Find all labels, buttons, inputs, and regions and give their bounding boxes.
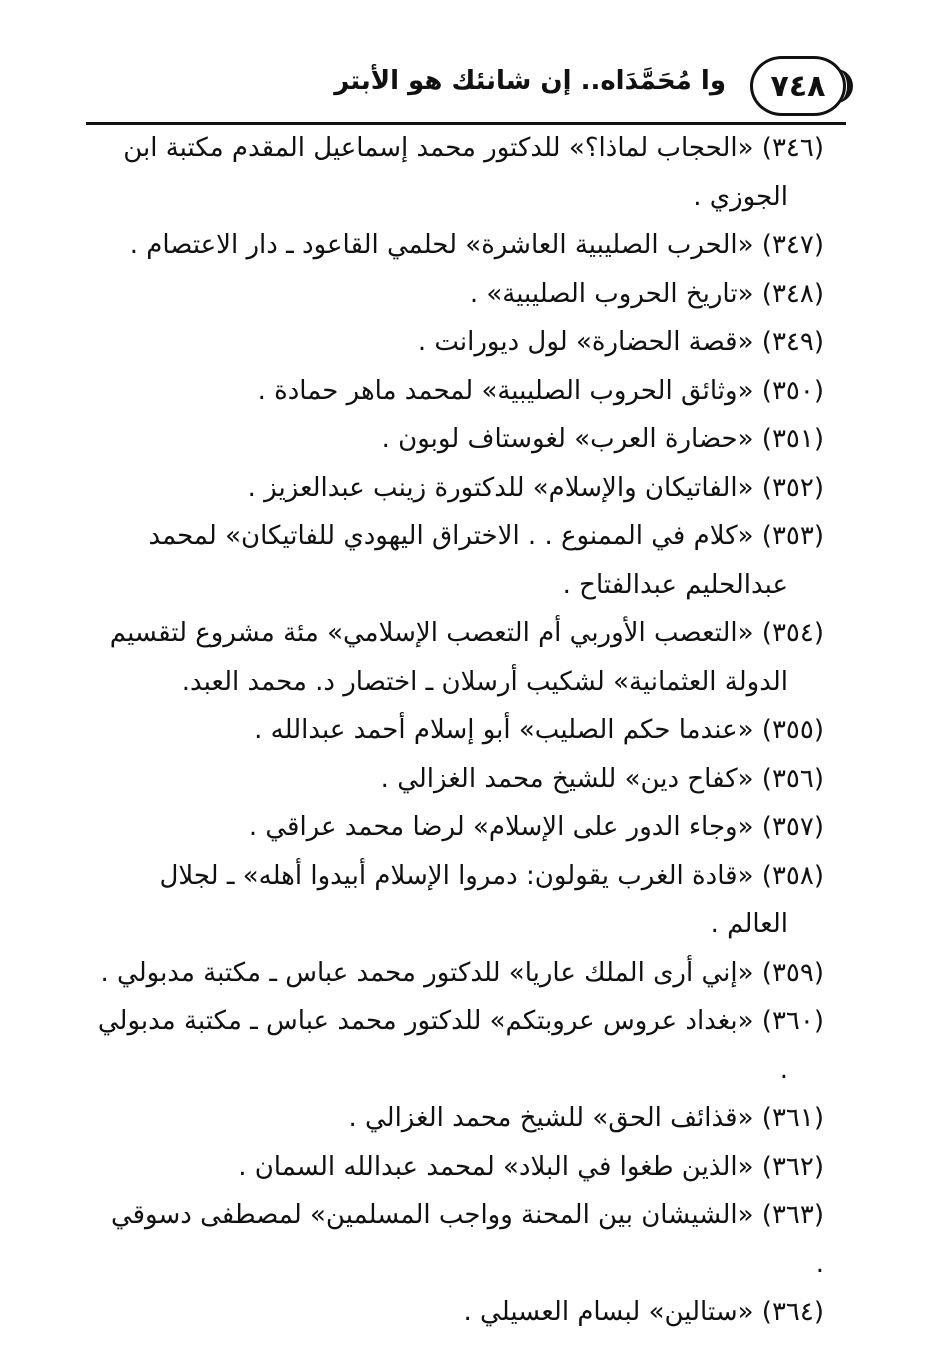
reference-entry [96,803,824,852]
reference-entry [96,124,824,221]
entry-number: (٣٥٨) [761,860,824,891]
entry-text: «وجاء الدور على الإسلام» لرضا محمد عراقي . [248,812,754,842]
reference-entry [96,1191,824,1288]
entry-number: (٣٤٨) [761,278,824,309]
entry-number: (٣٥٩) [761,957,824,988]
entry-number: (٣٥٥) [761,715,824,745]
page-number: ٧٤٨ [750,56,846,116]
entry-text: «عندما حكم الصليب» أبو إسلام أحمد عبدالله . [254,715,754,745]
reference-entry [96,512,824,609]
entry-number: (٣٥٣) [761,521,824,551]
entry-text: «إني أرى الملك عاريا» للدكتور محمد عباس ـ مكتبة مدبولي . [100,957,754,988]
entry-number: (٣٥٧) [761,812,824,842]
page-header [86,52,846,132]
reference-entry [96,949,824,998]
reference-entry [96,464,824,513]
entry-text: «حضارة العرب» لغوستاف لوبون . [381,424,754,454]
entry-text: «قذائف الحق» للشيخ محمد الغزالي . [348,1103,754,1133]
reference-entry [96,415,824,464]
entry-number: (٣٤٩) [761,327,824,357]
reference-entry [96,270,824,319]
reference-entry [96,221,824,270]
entry-text: «قادة الغرب يقولون: دمروا الإسلام أبيدوا أهله» ـ لجلال العالم . [159,860,788,939]
reference-entry [96,318,824,367]
entry-number: (٣٦٣) [761,1200,824,1230]
entry-number: (٣٦٤) [761,1297,824,1327]
reference-entry [96,1288,824,1337]
entry-text: «الحجاب لماذا؟» للدكتور محمد إسماعيل المقدم مكتبة ابن الجوزي . [123,133,788,212]
entry-number: (٣٥٤) [761,618,824,648]
entry-number: (٣٦٢) [761,1151,824,1182]
entry-text: «كلام في الممنوع . . الاختراق اليهودي للفاتيكان» لمحمد عبدالحليم عبدالفتاح . [148,521,788,600]
entry-text: «تاريخ الحروب الصليبية» . [469,278,754,309]
reference-entry [96,997,824,1094]
reference-entry [96,1143,824,1192]
entry-text: «بغداد عروس عروبتكم» للدكتور محمد عباس ـ مكتبة مدبولي . [97,1006,788,1085]
reference-entry [96,755,824,804]
running-title: وا مُحَمَّدَاه.. إن شانئك هو الأبتر [334,66,726,96]
entry-number: (٣٤٦) [761,133,824,163]
entry-number: (٣٤٧) [761,230,824,260]
entry-number: (٣٥٦) [761,763,824,794]
entry-text: «قصة الحضارة» لول ديورانت . [417,327,754,357]
entry-text: «وثائق الحروب الصليبية» لمحمد ماهر حمادة . [257,375,754,406]
reference-entry [96,367,824,416]
entry-text: «كفاح دين» للشيخ محمد الغزالي . [380,763,754,794]
entry-number: (٣٦٠) [761,1006,824,1036]
entry-number: (٣٦١) [761,1103,824,1133]
entry-number: (٣٥١) [761,424,824,454]
reference-entry [96,706,824,755]
entry-text: «التعصب الأوربي أم التعصب الإسلامي» مئة مشروع لتقسيم الدولة العثمانية» لشكيب أرسلان ـ اختصار د. محمد العبد. [109,618,788,697]
references-list [96,124,824,1337]
entry-text: «الحرب الصليبية العاشرة» لحلمي القاعود ـ دار الاعتصام . [129,230,754,260]
entry-number: (٣٥٠) [761,375,824,406]
entry-text: «الذين طغوا في البلاد» لمحمد عبدالله السمان . [238,1151,754,1182]
entry-number: (٣٥٢) [761,472,824,503]
reference-entry [96,1094,824,1143]
entry-text: «الشيشان بين المحنة وواجب المسلمين» لمصطفى دسوقي . [110,1200,824,1279]
reference-entry [96,852,824,949]
entry-text: «ستالين» لبسام العسيلي . [463,1297,754,1327]
reference-entry [96,609,824,706]
entry-text: «الفاتيكان والإسلام» للدكتورة زينب عبدالعزيز . [247,472,754,503]
